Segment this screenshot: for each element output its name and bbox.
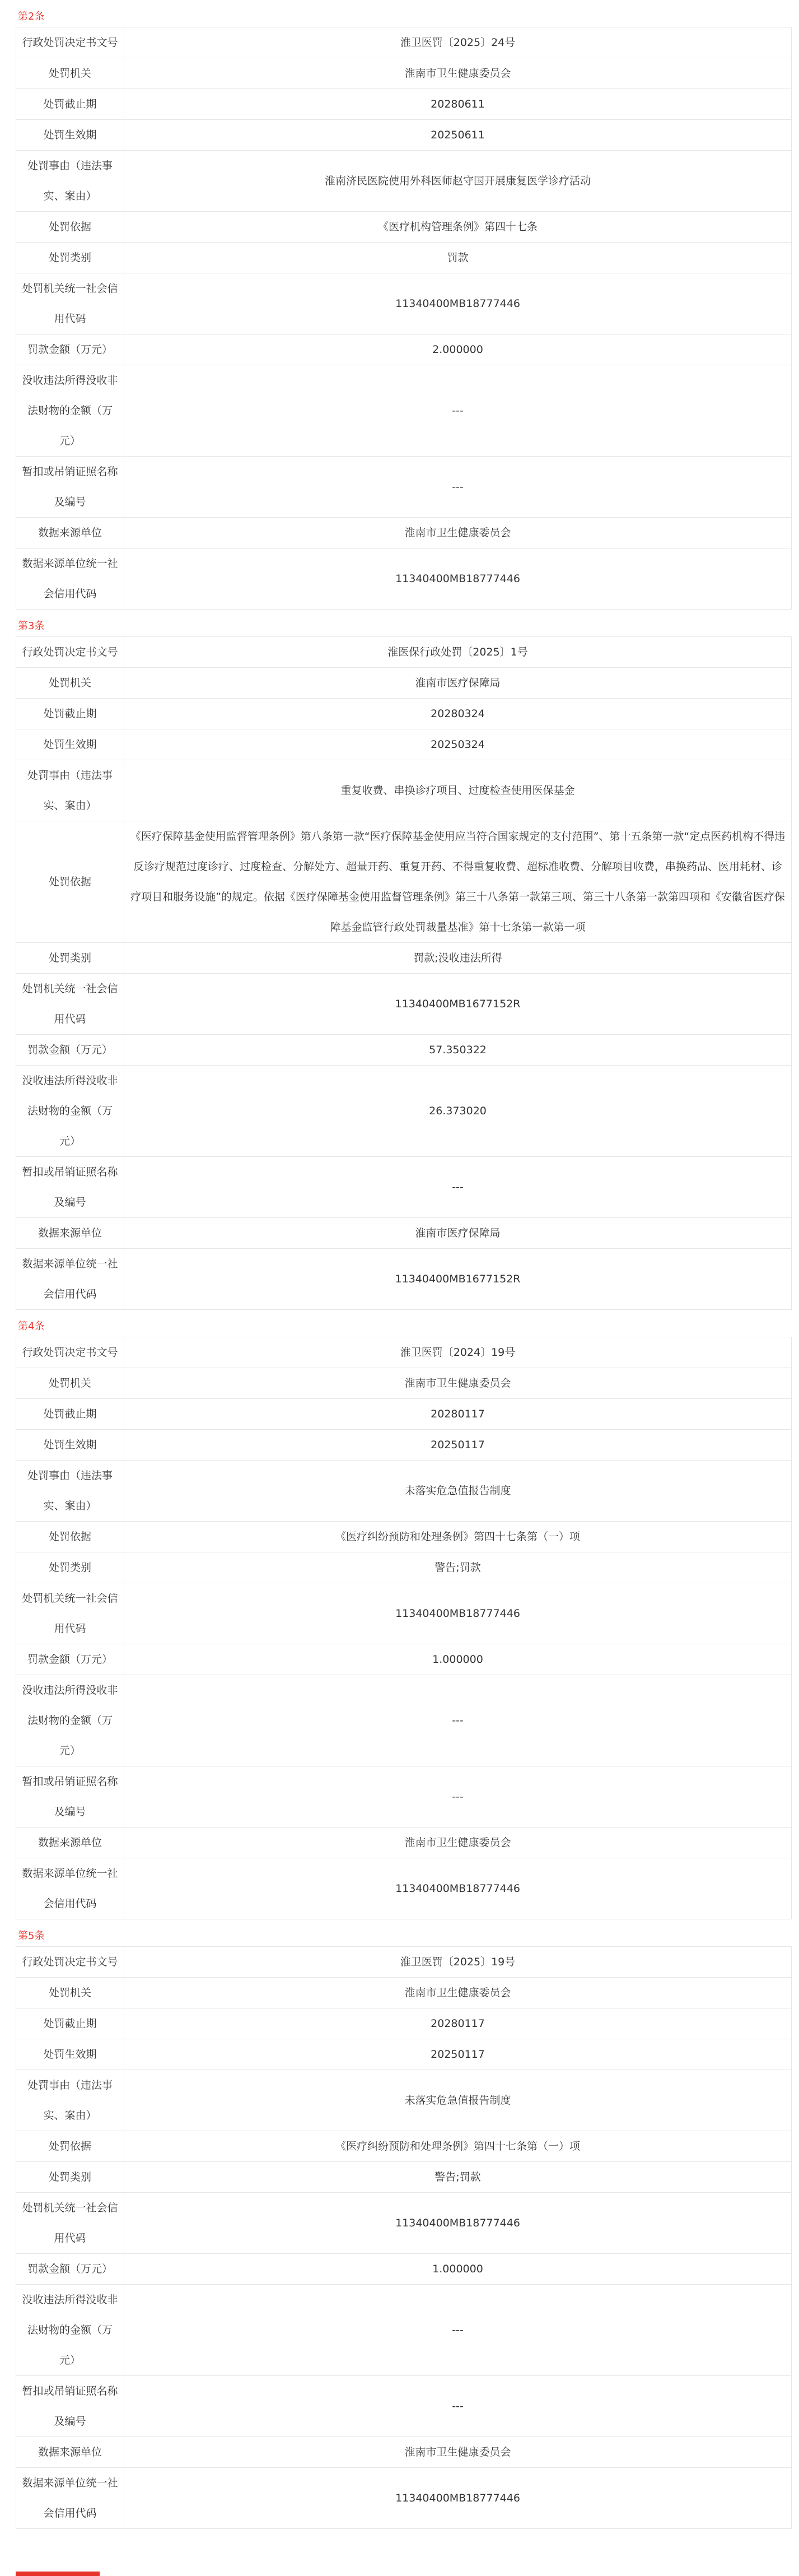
field-label: 数据来源单位统一社会信用代码 [16, 1858, 124, 1919]
field-value: 重复收费、串换诊疗项目、过度检查使用医保基金 [124, 760, 792, 821]
field-value: 警告;罚款 [124, 2162, 792, 2193]
field-label: 处罚事由（违法事实、案由） [16, 760, 124, 821]
field-value: 20250117 [124, 1430, 792, 1461]
record-row [16, 548, 792, 610]
field-label: 处罚截止期 [16, 89, 124, 120]
record-row [16, 1858, 792, 1919]
field-label: 处罚事由（违法事实、案由） [16, 1461, 124, 1522]
field-label: 处罚生效期 [16, 729, 124, 760]
record-title: 第5条 [18, 1930, 45, 1942]
field-value: 警告;罚款 [124, 1552, 792, 1583]
field-label: 处罚截止期 [16, 2008, 124, 2039]
field-value: 淮南市卫生健康委员会 [124, 518, 792, 548]
record-row [16, 2131, 792, 2162]
field-value: 11340400MB18777446 [124, 548, 792, 610]
field-label: 处罚机关 [16, 1978, 124, 2008]
field-value: 《医疗纠纷预防和处理条例》第四十七条第（一）项 [124, 2131, 792, 2162]
field-value: 淮南市卫生健康委员会 [124, 2437, 792, 2468]
field-value: 11340400MB18777446 [124, 2193, 792, 2254]
record-row [16, 1218, 792, 1249]
field-label: 处罚机关 [16, 668, 124, 699]
field-label: 行政处罚决定书文号 [16, 1337, 124, 1368]
field-label: 处罚生效期 [16, 120, 124, 151]
field-label: 处罚生效期 [16, 2039, 124, 2070]
field-label: 处罚依据 [16, 2131, 124, 2162]
record-row [16, 2437, 792, 2468]
field-label: 暂扣或吊销证照名称及编号 [16, 1157, 124, 1218]
field-value: --- [124, 457, 792, 518]
record-row [16, 334, 792, 365]
field-label: 暂扣或吊销证照名称及编号 [16, 457, 124, 518]
record-title: 第3条 [18, 620, 45, 632]
record-title: 第2条 [18, 11, 45, 22]
record-row [16, 2254, 792, 2285]
field-value: 20250611 [124, 120, 792, 151]
record-row [16, 1978, 792, 2008]
field-value: 11340400MB18777446 [124, 273, 792, 334]
record-row [16, 1430, 792, 1461]
field-label: 处罚类别 [16, 243, 124, 273]
record-row [16, 120, 792, 151]
record-row [16, 273, 792, 334]
field-label: 处罚机关 [16, 58, 124, 89]
field-label: 没收违法所得没收非法财物的金额（万元） [16, 1675, 124, 1766]
record-row [16, 457, 792, 518]
field-label: 罚款金额（万元） [16, 1035, 124, 1066]
field-label: 罚款金额（万元） [16, 2254, 124, 2285]
record-row [16, 1947, 792, 1978]
footer-accent-bar [16, 2572, 100, 2576]
record-row [16, 1675, 792, 1766]
record-table [16, 1946, 792, 2529]
field-value: --- [124, 365, 792, 457]
field-value: --- [124, 1766, 792, 1828]
record-row [16, 2376, 792, 2437]
record-row [16, 1249, 792, 1310]
field-label: 没收违法所得没收非法财物的金额（万元） [16, 2285, 124, 2376]
record-row [16, 1552, 792, 1583]
record-row [16, 1644, 792, 1675]
record-row [16, 1035, 792, 1066]
record-table [16, 636, 792, 1310]
field-value: 淮卫医罚〔2024〕19号 [124, 1337, 792, 1368]
field-value: 《医疗机构管理条例》第四十七条 [124, 212, 792, 243]
record-row [16, 1828, 792, 1858]
field-label: 处罚截止期 [16, 1399, 124, 1430]
record-row [16, 1522, 792, 1552]
field-label: 处罚类别 [16, 2162, 124, 2193]
field-value: 1.000000 [124, 2254, 792, 2285]
field-label: 处罚类别 [16, 1552, 124, 1583]
record-row [16, 1066, 792, 1157]
field-label: 行政处罚决定书文号 [16, 1947, 124, 1978]
field-label: 数据来源单位 [16, 518, 124, 548]
record-row [16, 2162, 792, 2193]
field-value: 淮南市卫生健康委员会 [124, 1368, 792, 1399]
field-label: 没收违法所得没收非法财物的金额（万元） [16, 365, 124, 457]
record-row [16, 2039, 792, 2070]
field-value: 57.350322 [124, 1035, 792, 1066]
field-label: 数据来源单位 [16, 1828, 124, 1858]
field-value: 淮南市医疗保障局 [124, 1218, 792, 1249]
field-value: 20280611 [124, 89, 792, 120]
record-row [16, 1337, 792, 1368]
field-label: 处罚依据 [16, 1522, 124, 1552]
field-label: 处罚事由（违法事实、案由） [16, 2070, 124, 2131]
field-label: 处罚机关统一社会信用代码 [16, 974, 124, 1035]
field-value: 2.000000 [124, 334, 792, 365]
record-row [16, 365, 792, 457]
field-value: 未落实危急值报告制度 [124, 2070, 792, 2131]
field-label: 处罚机关统一社会信用代码 [16, 1583, 124, 1644]
field-value: --- [124, 1157, 792, 1218]
field-value: 淮卫医罚〔2025〕24号 [124, 27, 792, 58]
field-label: 罚款金额（万元） [16, 1644, 124, 1675]
field-value: 11340400MB18777446 [124, 1583, 792, 1644]
field-value: --- [124, 2376, 792, 2437]
record-row [16, 974, 792, 1035]
field-value: 26.373020 [124, 1066, 792, 1157]
field-value: 淮医保行政处罚〔2025〕1号 [124, 637, 792, 668]
records-container [16, 0, 792, 2529]
field-label: 数据来源单位统一社会信用代码 [16, 1249, 124, 1310]
record-row [16, 518, 792, 548]
field-label: 处罚机关统一社会信用代码 [16, 2193, 124, 2254]
field-label: 处罚机关 [16, 1368, 124, 1399]
record-row [16, 699, 792, 729]
field-label: 数据来源单位 [16, 2437, 124, 2468]
field-value: 罚款 [124, 243, 792, 273]
field-value: 淮卫医罚〔2025〕19号 [124, 1947, 792, 1978]
record-row [16, 2468, 792, 2529]
field-value: 《医疗纠纷预防和处理条例》第四十七条第（一）项 [124, 1522, 792, 1552]
field-value: 11340400MB18777446 [124, 1858, 792, 1919]
field-label: 行政处罚决定书文号 [16, 637, 124, 668]
field-value: 20280117 [124, 1399, 792, 1430]
record-row [16, 2008, 792, 2039]
field-label: 处罚截止期 [16, 699, 124, 729]
record-row [16, 243, 792, 273]
field-value: 11340400MB1677152R [124, 1249, 792, 1310]
field-value: 1.000000 [124, 1644, 792, 1675]
record-row [16, 151, 792, 212]
field-label: 数据来源单位统一社会信用代码 [16, 2468, 124, 2529]
record-row [16, 212, 792, 243]
field-value: 罚款;没收违法所得 [124, 943, 792, 974]
field-label: 数据来源单位统一社会信用代码 [16, 548, 124, 610]
record-row [16, 668, 792, 699]
field-value: --- [124, 2285, 792, 2376]
record-row [16, 2285, 792, 2376]
field-value: 20280324 [124, 699, 792, 729]
field-label: 处罚依据 [16, 821, 124, 943]
field-value: 20250117 [124, 2039, 792, 2070]
field-label: 数据来源单位 [16, 1218, 124, 1249]
record-row [16, 1399, 792, 1430]
field-value: 淮南市医疗保障局 [124, 668, 792, 699]
record-row [16, 1766, 792, 1828]
record-row [16, 58, 792, 89]
record-row [16, 760, 792, 821]
field-label: 行政处罚决定书文号 [16, 27, 124, 58]
field-value: 11340400MB1677152R [124, 974, 792, 1035]
field-value: 11340400MB18777446 [124, 2468, 792, 2529]
field-label: 暂扣或吊销证照名称及编号 [16, 2376, 124, 2437]
field-label: 处罚依据 [16, 212, 124, 243]
record-row [16, 2193, 792, 2254]
field-value: --- [124, 1675, 792, 1766]
field-value: 未落实危急值报告制度 [124, 1461, 792, 1522]
field-value: 淮南市卫生健康委员会 [124, 1828, 792, 1858]
record-row [16, 1157, 792, 1218]
record-table [16, 1337, 792, 1919]
record-row [16, 821, 792, 943]
record-row [16, 27, 792, 58]
field-value: 20250324 [124, 729, 792, 760]
field-value: 20280117 [124, 2008, 792, 2039]
field-label: 处罚机关统一社会信用代码 [16, 273, 124, 334]
record-row [16, 2070, 792, 2131]
record-row [16, 1583, 792, 1644]
record-title: 第4条 [18, 1320, 45, 1332]
field-value: 淮南市卫生健康委员会 [124, 1978, 792, 2008]
record-row [16, 1368, 792, 1399]
record-row [16, 1461, 792, 1522]
record-row [16, 89, 792, 120]
field-label: 罚款金额（万元） [16, 334, 124, 365]
record-row [16, 637, 792, 668]
field-label: 处罚事由（违法事实、案由） [16, 151, 124, 212]
field-label: 没收违法所得没收非法财物的金额（万元） [16, 1066, 124, 1157]
field-value: 淮南市卫生健康委员会 [124, 58, 792, 89]
field-label: 暂扣或吊销证照名称及编号 [16, 1766, 124, 1828]
field-value: 《医疗保障基金使用监督管理条例》第八条第一款“医疗保障基金使用应当符合国家规定的支付范围”、第十五条第一款“定点医药机构不得违反诊疗规范过度诊疗、过度检查、分解处方、超量开药、重复开药、不得重复收费、超标准收费、分解项目收费，串换药品、医用耗材、诊疗项目和服务设施”的规定。依据《医疗保障基金使用监督管理条例》第三十八条第一款第三项、第三十八条第一款第四项和《安徽省医疗保障基金监管行政处罚裁量基准》第十七条第一款第一项 [124, 821, 792, 943]
record-row [16, 729, 792, 760]
record-row [16, 943, 792, 974]
record-table [16, 27, 792, 610]
field-label: 处罚生效期 [16, 1430, 124, 1461]
field-label: 处罚类别 [16, 943, 124, 974]
field-value: 淮南济民医院使用外科医师赵守国开展康复医学诊疗活动 [124, 151, 792, 212]
